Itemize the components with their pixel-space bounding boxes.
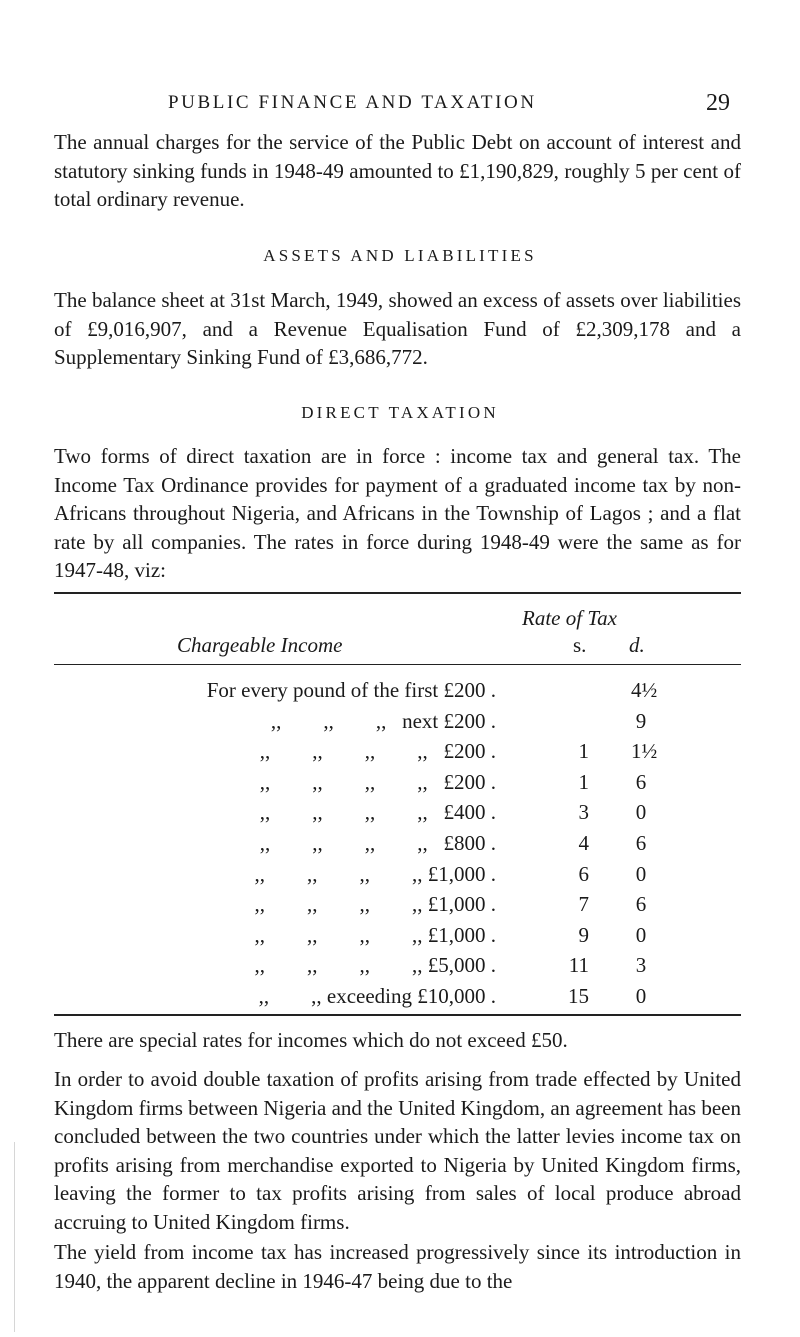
table-header-rule xyxy=(54,664,741,665)
rate-row-shillings: 15 xyxy=(568,984,589,1008)
rate-row-income: ,, ,, ,, ,, £1,000 . xyxy=(254,892,496,917)
rate-row-shillings: 4 xyxy=(578,831,589,855)
rate-row-pence: 6 xyxy=(635,892,647,917)
table-bottom-rule xyxy=(54,1014,741,1016)
rate-row-income: ,, ,, ,, ,, £800 . xyxy=(259,831,496,855)
rate-row-shillings: 1 xyxy=(578,769,589,794)
rate-row xyxy=(54,770,741,800)
shillings-header: s. xyxy=(573,633,587,657)
public-debt-paragraph: The annual charges for the service of the Public Debt on account of interest and statutory sinking funds in 1948-49 amounted to £1,190,829, roughly 5 per cent of total ordinary revenue. xyxy=(54,130,741,211)
rate-row-pence: 0 xyxy=(635,984,647,1008)
table-top-rule xyxy=(54,592,741,594)
rate-row xyxy=(54,739,741,769)
rate-row xyxy=(54,831,741,861)
running-head xyxy=(0,92,800,122)
rate-row xyxy=(54,953,741,983)
rate-row-pence: 0 xyxy=(635,800,647,825)
rate-row-income: For every pound of the first £200 . xyxy=(206,678,496,702)
direct-taxation-paragraph: Two forms of direct taxation are in force : income tax and general tax. The Income Tax Ordinance provides for payment of a graduated income tax by non-Africans throughout Nigeria, and Africans in the Township of Lagos ; and a flat rate by all companies. The rates in force during 1948-49 were the same as for 1947-48, viz: xyxy=(54,444,741,582)
rate-row xyxy=(54,678,741,708)
rate-row-shillings: 7 xyxy=(578,892,589,917)
rate-row-income: ,, ,, ,, ,, £400 . xyxy=(259,800,496,825)
rate-row xyxy=(54,892,741,922)
rate-row-income: ,, ,, ,, ,, £1,000 . xyxy=(254,861,496,886)
rate-row-shillings: 6 xyxy=(578,861,589,886)
special-rates-paragraph: There are special rates for incomes which do not exceed £50. xyxy=(54,1028,568,1052)
rate-row-pence: 4½ xyxy=(631,678,658,702)
rate-row-income: ,, ,, exceeding £10,000 . xyxy=(258,984,496,1008)
rate-row-pence: 3 xyxy=(635,953,647,978)
double-taxation-paragraph: In order to avoid double taxation of profits arising from trade effected by United Kingdom firms between Nigeria and the United Kingdom, an agreement has been concluded between the two countries under which the latter levies income tax on profits arising from merchandise exported to Nigeria by United Kingdom firms, leaving the former to tax profits arising from sales of local produce abroad accruing to United Kingdom firms. xyxy=(54,1067,741,1234)
rate-row xyxy=(54,984,741,1014)
direct-taxation-heading: DIRECT TAXATION xyxy=(301,403,499,422)
rate-row xyxy=(54,800,741,830)
rate-row xyxy=(54,709,741,739)
rate-of-tax-header: Rate of Tax xyxy=(522,606,617,630)
rate-row xyxy=(54,862,741,892)
rate-row-pence: 0 xyxy=(635,861,647,886)
pence-header: d. xyxy=(629,633,645,657)
assets-liabilities-heading: ASSETS AND LIABILITIES xyxy=(263,246,537,265)
rate-row-pence: 0 xyxy=(635,922,647,947)
margin-mark xyxy=(14,1142,15,1332)
balance-sheet-paragraph: The balance sheet at 31st March, 1949, showed an excess of assets over liabilities of £9,016,907, and a Revenue Equalisation Fund of £2,309,178 and a Supplementary Sinking Fund of £3,686,772. xyxy=(54,288,741,369)
rate-row-income: ,, ,, ,, ,, £200 . xyxy=(259,769,496,794)
rate-row-pence: 9 xyxy=(635,708,647,733)
rate-row-income: ,, ,, ,, next £200 . xyxy=(270,708,496,733)
rate-row-shillings: 1 xyxy=(578,739,589,764)
rate-row-pence: 6 xyxy=(635,769,647,794)
rate-row-shillings: 11 xyxy=(568,953,589,978)
rate-row xyxy=(54,923,741,953)
rate-row-pence: 1½ xyxy=(631,739,658,764)
rate-row-income: ,, ,, ,, ,, £5,000 . xyxy=(254,953,496,978)
rate-row-shillings: 9 xyxy=(578,922,589,947)
chargeable-income-header: Chargeable Income xyxy=(177,633,343,657)
rate-row-pence: 6 xyxy=(635,831,647,855)
running-title: PUBLIC FINANCE AND TAXATION xyxy=(168,92,537,113)
income-tax-yield-paragraph: The yield from income tax has increased progressively since its introduction in 1940, the apparent decline in 1946-47 being due to the xyxy=(54,1240,741,1293)
rate-row-shillings: 3 xyxy=(578,800,589,825)
page-number: 29 xyxy=(706,90,730,116)
rate-row-income: ,, ,, ,, ,, £1,000 . xyxy=(254,922,496,947)
rate-row-income: ,, ,, ,, ,, £200 . xyxy=(259,739,496,764)
